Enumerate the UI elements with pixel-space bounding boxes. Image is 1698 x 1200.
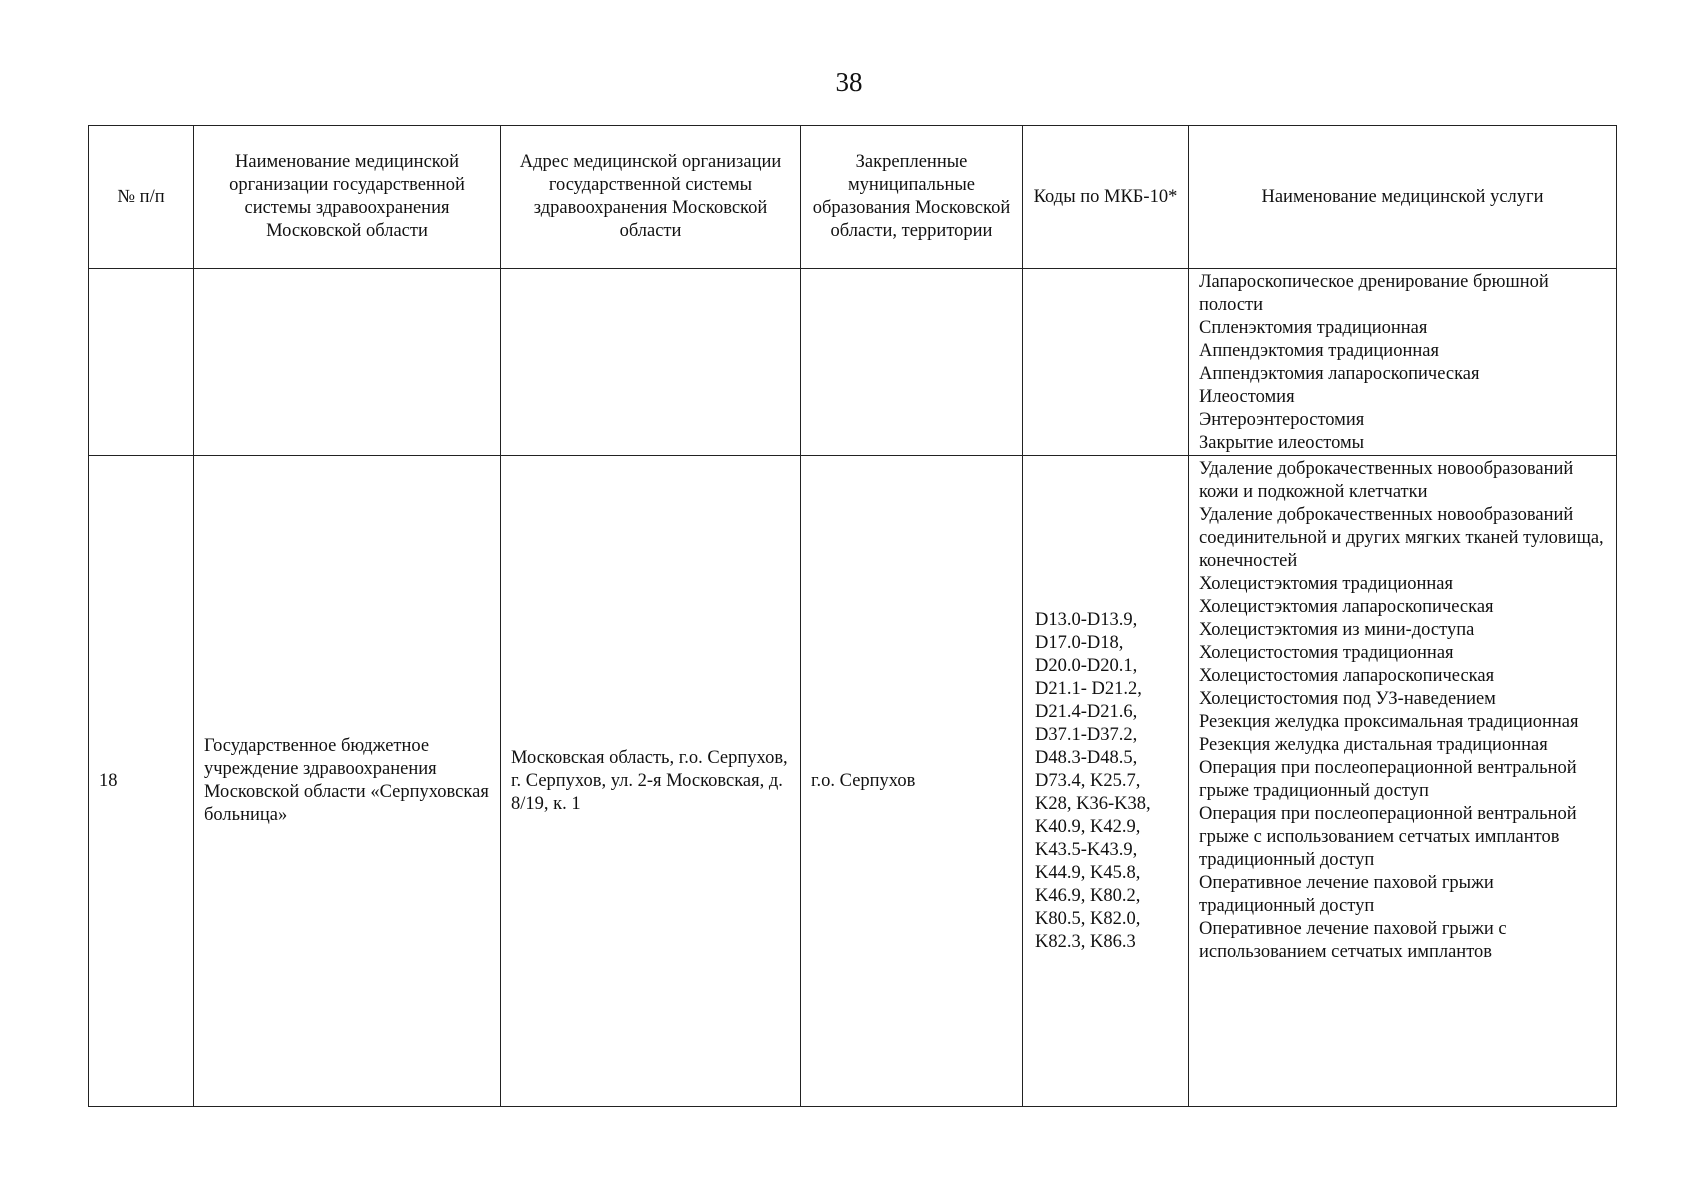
service-item: Удаление доброкачественных новообразований кожи и подкожной клетчатки: [1199, 459, 1574, 502]
service-item: Холецистэктомия традиционная: [1199, 574, 1454, 594]
service-item: Закрытие илеостомы: [1199, 433, 1365, 453]
service-item: Спленэктомия традиционная: [1199, 318, 1428, 338]
table-header-row: [89, 126, 1617, 269]
service-item: Холецистостомия традиционная: [1199, 643, 1454, 663]
service-item: Аппендэктомия традиционная: [1199, 341, 1439, 361]
header-address: Адрес медицинской организации государственной системы здравоохранения Московской области: [501, 126, 801, 269]
service-item: Холецистостомия под УЗ-наведением: [1199, 689, 1496, 709]
header-service-name: Наименование медицинской услуги: [1189, 126, 1617, 269]
services-table: [88, 125, 1617, 1107]
table-row-continuation: [89, 269, 1617, 456]
service-item: Лапароскопическое дренирование брюшной полости: [1199, 272, 1549, 315]
empty-cell: [89, 269, 194, 456]
header-number: № п/п: [89, 126, 194, 269]
service-item: Операция при послеоперационной вентральной грыже традиционный доступ: [1199, 758, 1577, 801]
service-item: Оперативное лечение паховой грыжи традиционный доступ: [1199, 873, 1494, 916]
empty-cell: [801, 269, 1023, 456]
service-list: [1189, 456, 1617, 1107]
service-item: Энтероэнтеростомия: [1199, 410, 1365, 430]
empty-cell: [194, 269, 501, 456]
service-item: Илеостомия: [1199, 387, 1295, 407]
service-item: Холецистостомия лапароскопическая: [1199, 666, 1495, 686]
empty-cell: [1023, 269, 1189, 456]
org-name: Государственное бюджетное учреждение здравоохранения Московской области «Серпуховская больница»: [194, 456, 501, 1107]
row-number: 18: [89, 456, 194, 1107]
header-municipal: Закрепленные муниципальные образования Московской области, территории: [801, 126, 1023, 269]
header-org-name: Наименование медицинской организации государственной системы здравоохранения Московской области: [194, 126, 501, 269]
org-address: Московская область, г.о. Серпухов, г. Серпухов, ул. 2-я Московская, д. 8/19, к. 1: [501, 456, 801, 1107]
icd-codes: D13.0-D13.9, D17.0-D18, D20.0-D20.1, D21.1- D21.2, D21.4-D21.6, D37.1-D37.2, D48.3-D48.5, D73.4, K25.7, K28, K36-K38, K40.9, K42.9, K43.5-K43.9, K44.9, K45.8, K46.9, K80.2, K80.5, K82.0, K82.3, K86.3: [1023, 456, 1189, 1107]
empty-cell: [501, 269, 801, 456]
service-list-continuation: [1189, 269, 1617, 456]
service-item: Резекция желудка проксимальная традиционная: [1199, 712, 1579, 732]
service-item: Операция при послеоперационной вентральной грыже с использованием сетчатых имплантов традиционный доступ: [1199, 804, 1577, 870]
municipal-territory: г.о. Серпухов: [801, 456, 1023, 1107]
page-number: 38: [835, 67, 863, 97]
service-item: Аппендэктомия лапароскопическая: [1199, 364, 1480, 384]
table-row-18: [89, 456, 1617, 1107]
header-icd-codes: Коды по МКБ-10*: [1023, 126, 1189, 269]
service-item: Оперативное лечение паховой грыжи с использованием сетчатых имплантов: [1199, 919, 1507, 962]
service-item: Холецистэктомия лапароскопическая: [1199, 597, 1494, 617]
service-item: Холецистэктомия из мини-доступа: [1199, 620, 1475, 640]
service-item: Удаление доброкачественных новообразований соединительной и других мягких тканей туловища, конечностей: [1199, 505, 1604, 571]
service-item: Резекция желудка дистальная традиционная: [1199, 735, 1548, 755]
